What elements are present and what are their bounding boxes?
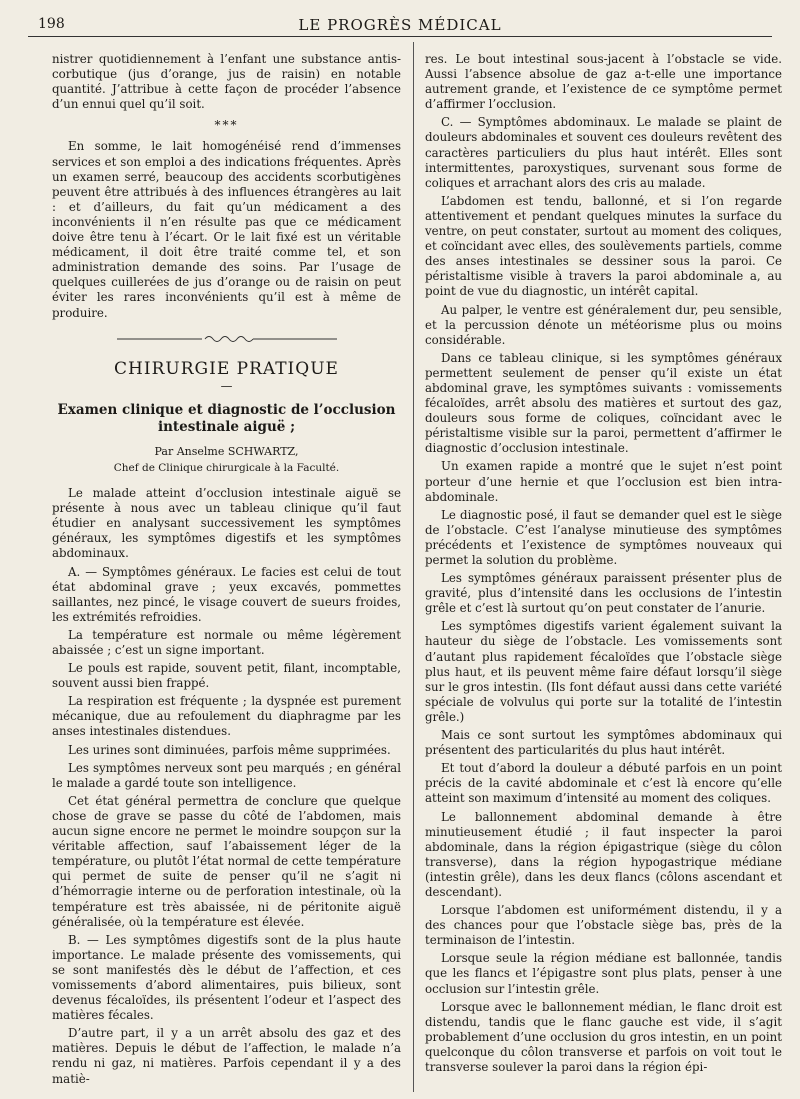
paragraph: A. — Symptômes généraux. Le facies est celui de tout état abdominal grave ; yeux excavés, pommettes saillantes, nez pincé, le visage couvert de sueurs froides, les extrémités refroidies.	[52, 564, 401, 624]
column-rule	[413, 42, 414, 1092]
paragraph: res. Le bout intestinal sous-jacent à l’obstacle se vide. Aussi l’absence absolue de gaz a-t-elle une importance autrement grande, et l’existence de ce symptôme permet d’affirmer l’occlusion.	[425, 52, 782, 112]
paragraph: B. — Les symptômes digestifs sont de la plus haute importance. Le malade présente des vomissements, qui se sont manifestés dès le début de l’affection, et ces vomissements d’abord alimentaires, puis bilieux, sont devenus fécaloïdes, ils présentent l’odeur et l’aspect des matières fécales.	[52, 932, 401, 1023]
heading-dash: —	[220, 378, 233, 393]
author-role: Chef de Clinique chirurgicale à la Faculté.	[113, 461, 340, 474]
paragraph: nistrer quotidiennement à l’enfant une substance antis-corbutique (jus d’orange, jus de raisin) en notable quantité. J’attribue à cette façon de procéder l’absence d’un ennui quel qu’il soit.	[52, 52, 401, 112]
section-heading: CHIRURGIE PRATIQUE	[114, 358, 339, 379]
paragraph: D’autre part, il y a un arrêt absolu des gaz et des matières. Depuis le début de l’affection, le malade n’a rendu ni gaz, ni matières. Parfois cependant il y a des matiè-	[52, 1026, 401, 1086]
right-column	[425, 52, 782, 1078]
paragraph: La respiration est fréquente ; la dyspnée est purement mécanique, due au refoulement du diaphragme par les anses intestinales distendues.	[52, 694, 401, 739]
paragraph: Lorsque l’abdomen est uniformément distendu, il y a des chances pour que l’obstacle siège bas, près de la terminaison de l’intestin.	[425, 903, 782, 948]
journal-title: LE PROGRÈS MÉDICAL	[298, 16, 502, 34]
paragraph: C. — Symptômes abdominaux. Le malade se plaint de douleurs abdominales et souvent ces douleurs revêtent des caractères particuliers du plus haut intérêt. Elles sont intermittentes, paroxystiques, survenant sous forme de coliques et arrachant alors des cris au malade.	[425, 115, 782, 190]
running-header	[28, 10, 772, 37]
ornament-divider	[52, 333, 401, 348]
paragraph: En somme, le lait homogénéisé rend d’immenses services et son emploi a des indications fréquentes. Après un examen serré, beaucoup des accidents scorbutigènes peuvent être attribués à des influences étrangères au lait : et d’ailleurs, du fait qu’un médicament a des inconvénients il n’en résulte pas que ce médicament doive être tenu à l’écart. Or le lait fixé est un véritable médicament, il doit être traité comme tel, et son administration demande des soins. Par l’usage de quelques cuillerées de jus d’orange ou de raisin on peut éviter les rares inconvénients qu’il est à même de produire.	[52, 139, 401, 320]
paragraph: Les symptômes digestifs varient également suivant la hauteur du siège de l’obstacle. Les vomissements sont d’autant plus rapidement fécaloïdes que l’obstacle siège plus haut, et ils peuvent même faire défaut lorsqu’il siège sur le gros intestin. (Ils font défaut aussi dans cette variété spéciale de volvulus qui porte sur la totalité de l’intestin grêle.)	[425, 619, 782, 724]
page-number: 198	[38, 16, 65, 32]
paragraph: Les symptômes nerveux sont peu marqués ; en général le malade a gardé toute son intelligence.	[52, 760, 401, 790]
paragraph: Le ballonnement abdominal demande à être minutieusement étudié ; il faut inspecter la paroi abdominale, dans la région épigastrique (siège du côlon transverse), dans la région hypogastrique médiane (intestin grêle), dans les deux flancs (côlons ascendant et descendant).	[425, 809, 782, 899]
paragraph: Un examen rapide a montré que le sujet n’est point porteur d’une hernie et que l’occlusion est bien intra-abdominale.	[425, 459, 782, 504]
paragraph: Mais ce sont surtout les symptômes abdominaux qui présentent des particularités du plus haut intérêt.	[425, 728, 782, 758]
paragraph: Et tout d’abord la douleur a débuté parfois en un point précis de la cavité abdominale et c’est là encore qu’elle atteint son maximum d’intensité au moment des coliques.	[425, 761, 782, 806]
ornament-divider-icon	[117, 334, 337, 344]
paragraph: Dans ce tableau clinique, si les symptômes généraux permettent seulement de penser qu’il existe un état abdominal grave, les symptômes suivants : vomissements fécaloïdes, arrêt absolu des matières et surtout des gaz, douleurs sous forme de coliques, coïncidant avec le péristaltisme visible sur la paroi, permettent d’affirmer le diagnostic d’occlusion intestinale.	[425, 350, 782, 456]
paragraph: Au palper, le ventre est généralement dur, peu sensible, et la percussion dénote un météorisme plus ou moins considérable.	[425, 302, 782, 347]
paragraph: Les urines sont diminuées, parfois même supprimées.	[68, 742, 391, 757]
paragraph: La température est normale ou même légèrement abaissée ; c’est un signe important.	[52, 627, 401, 657]
paragraph: Le pouls est rapide, souvent petit, filant, incomptable, souvent aussi bien frappé.	[52, 661, 401, 691]
left-column	[52, 52, 401, 1090]
paragraph: Cet état général permettra de conclure que quelque chose de grave se passe du côté de l’abdomen, mais aucun signe encore ne permet le moindre soupçon sur la véritable affection, sauf l’abaissement léger de la température, ou plutôt l’état normal de cette température qui permet de suite de penser qu’il ne s’agit ni d’hémorragie interne ou de perforation intestinale, où la température est très abaissée, ni de péritonite aiguë généralisée, où la température est élevée.	[52, 793, 401, 929]
paragraph: Lorsque seule la région médiane est ballonnée, tandis que les flancs et l’épigastre sont plus plats, penser à une occlusion sur l’intestin grêle.	[425, 951, 782, 996]
paragraph: Le diagnostic posé, il faut se demander quel est le siège de l’obstacle. C’est l’analyse minutieuse des symptômes précédents et l’existence de symptômes nouveaux qui permet la solution du problème.	[425, 507, 782, 567]
paragraph: L’abdomen est tendu, ballonné, et si l’on regarde attentivement et pendant quelques minutes la surface du ventre, on peut constater, surtout au moment des coliques, et coïncidant avec elles, des soulèvements partiels, comme des anses intestinales se dessiner sous la paroi. Ce péristaltisme visible à travers la paroi abdominale a, au point de vue du diagnostic, un intérêt capital.	[425, 193, 782, 299]
article-title: Examen clinique et diagnostic de l’occlusion intestinale aiguë ;	[57, 401, 396, 435]
paragraph: Les symptômes généraux paraissent présenter plus de gravité, plus d’intensité dans les occlusions de l’intestin grêle et c’est là surtout qu’on peut constater de l’anurie.	[425, 571, 782, 616]
article-author: Par Anselme SCHWARTZ,	[154, 444, 299, 458]
asterism: ***	[214, 118, 239, 133]
paragraph: Le malade atteint d’occlusion intestinale aiguë se présente à nous avec un tableau clinique qu’il faut étudier en analysant successivement les symptômes généraux, les symptômes digestifs et les symptômes abdominaux.	[52, 486, 401, 561]
paragraph: Lorsque avec le ballonnement médian, le flanc droit est distendu, tandis que le flanc gauche est vide, il s’agit probablement d’une occlusion du gros intestin, en un point quelconque du côlon transverse et parfois on voit tout le transverse soulever la paroi dans la région épi-	[425, 999, 782, 1074]
